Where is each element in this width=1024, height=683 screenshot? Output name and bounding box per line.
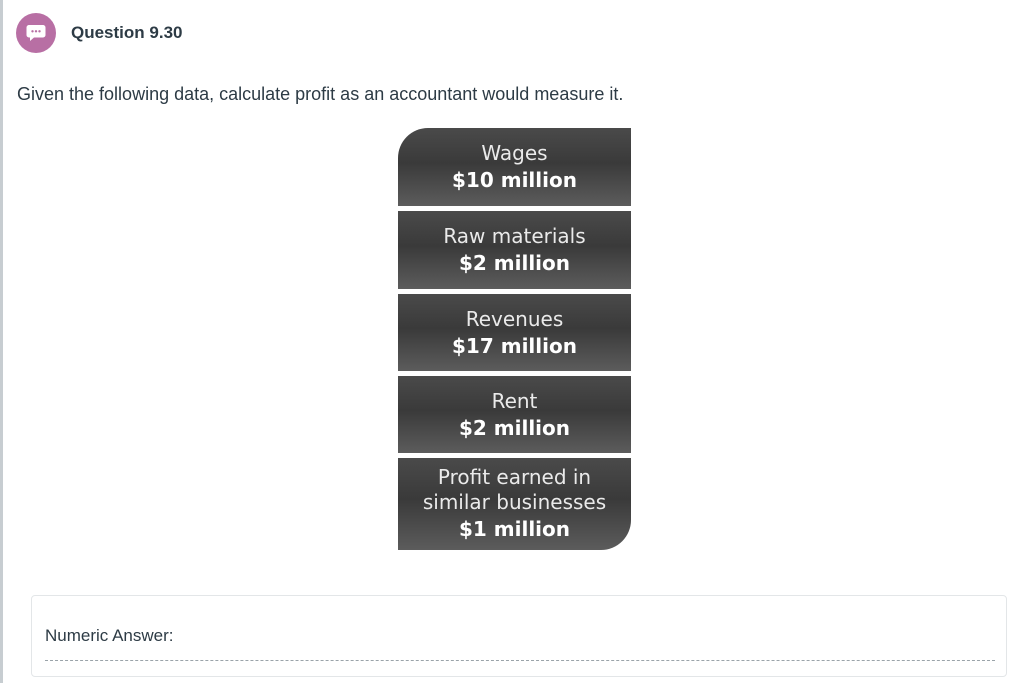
data-box-label: Rent [491,388,538,413]
data-figure [398,128,631,550]
data-box-raw-materials [398,211,631,289]
data-box-label: similar businesses [422,490,607,514]
data-box-revenues [398,294,631,371]
data-box-label: Revenues [465,306,564,331]
question-prompt: Given the following data, calculate profit as an accountant would measure it. [17,84,624,104]
numeric-answer-input[interactable] [45,652,995,661]
data-box-similar-profit [398,458,631,550]
chat-bubble-icon [16,13,56,53]
answer-panel [31,595,1007,677]
data-box-wages [398,128,631,206]
question-header [16,13,182,53]
data-box-label: Wages [481,141,548,165]
data-box-label: Profit earned in [437,465,592,489]
left-border [0,0,3,683]
data-box-value: $10 million [452,168,577,192]
numeric-answer-label: Numeric Answer: [45,626,174,645]
data-box-label: Raw materials [443,224,586,248]
data-box-value: $17 million [452,333,577,358]
data-box-value: $2 million [458,251,571,275]
data-box-rent [398,376,631,453]
data-box-value: $1 million [458,517,571,541]
question-title: Question 9.30 [71,23,183,42]
data-box-value: $2 million [458,415,571,440]
